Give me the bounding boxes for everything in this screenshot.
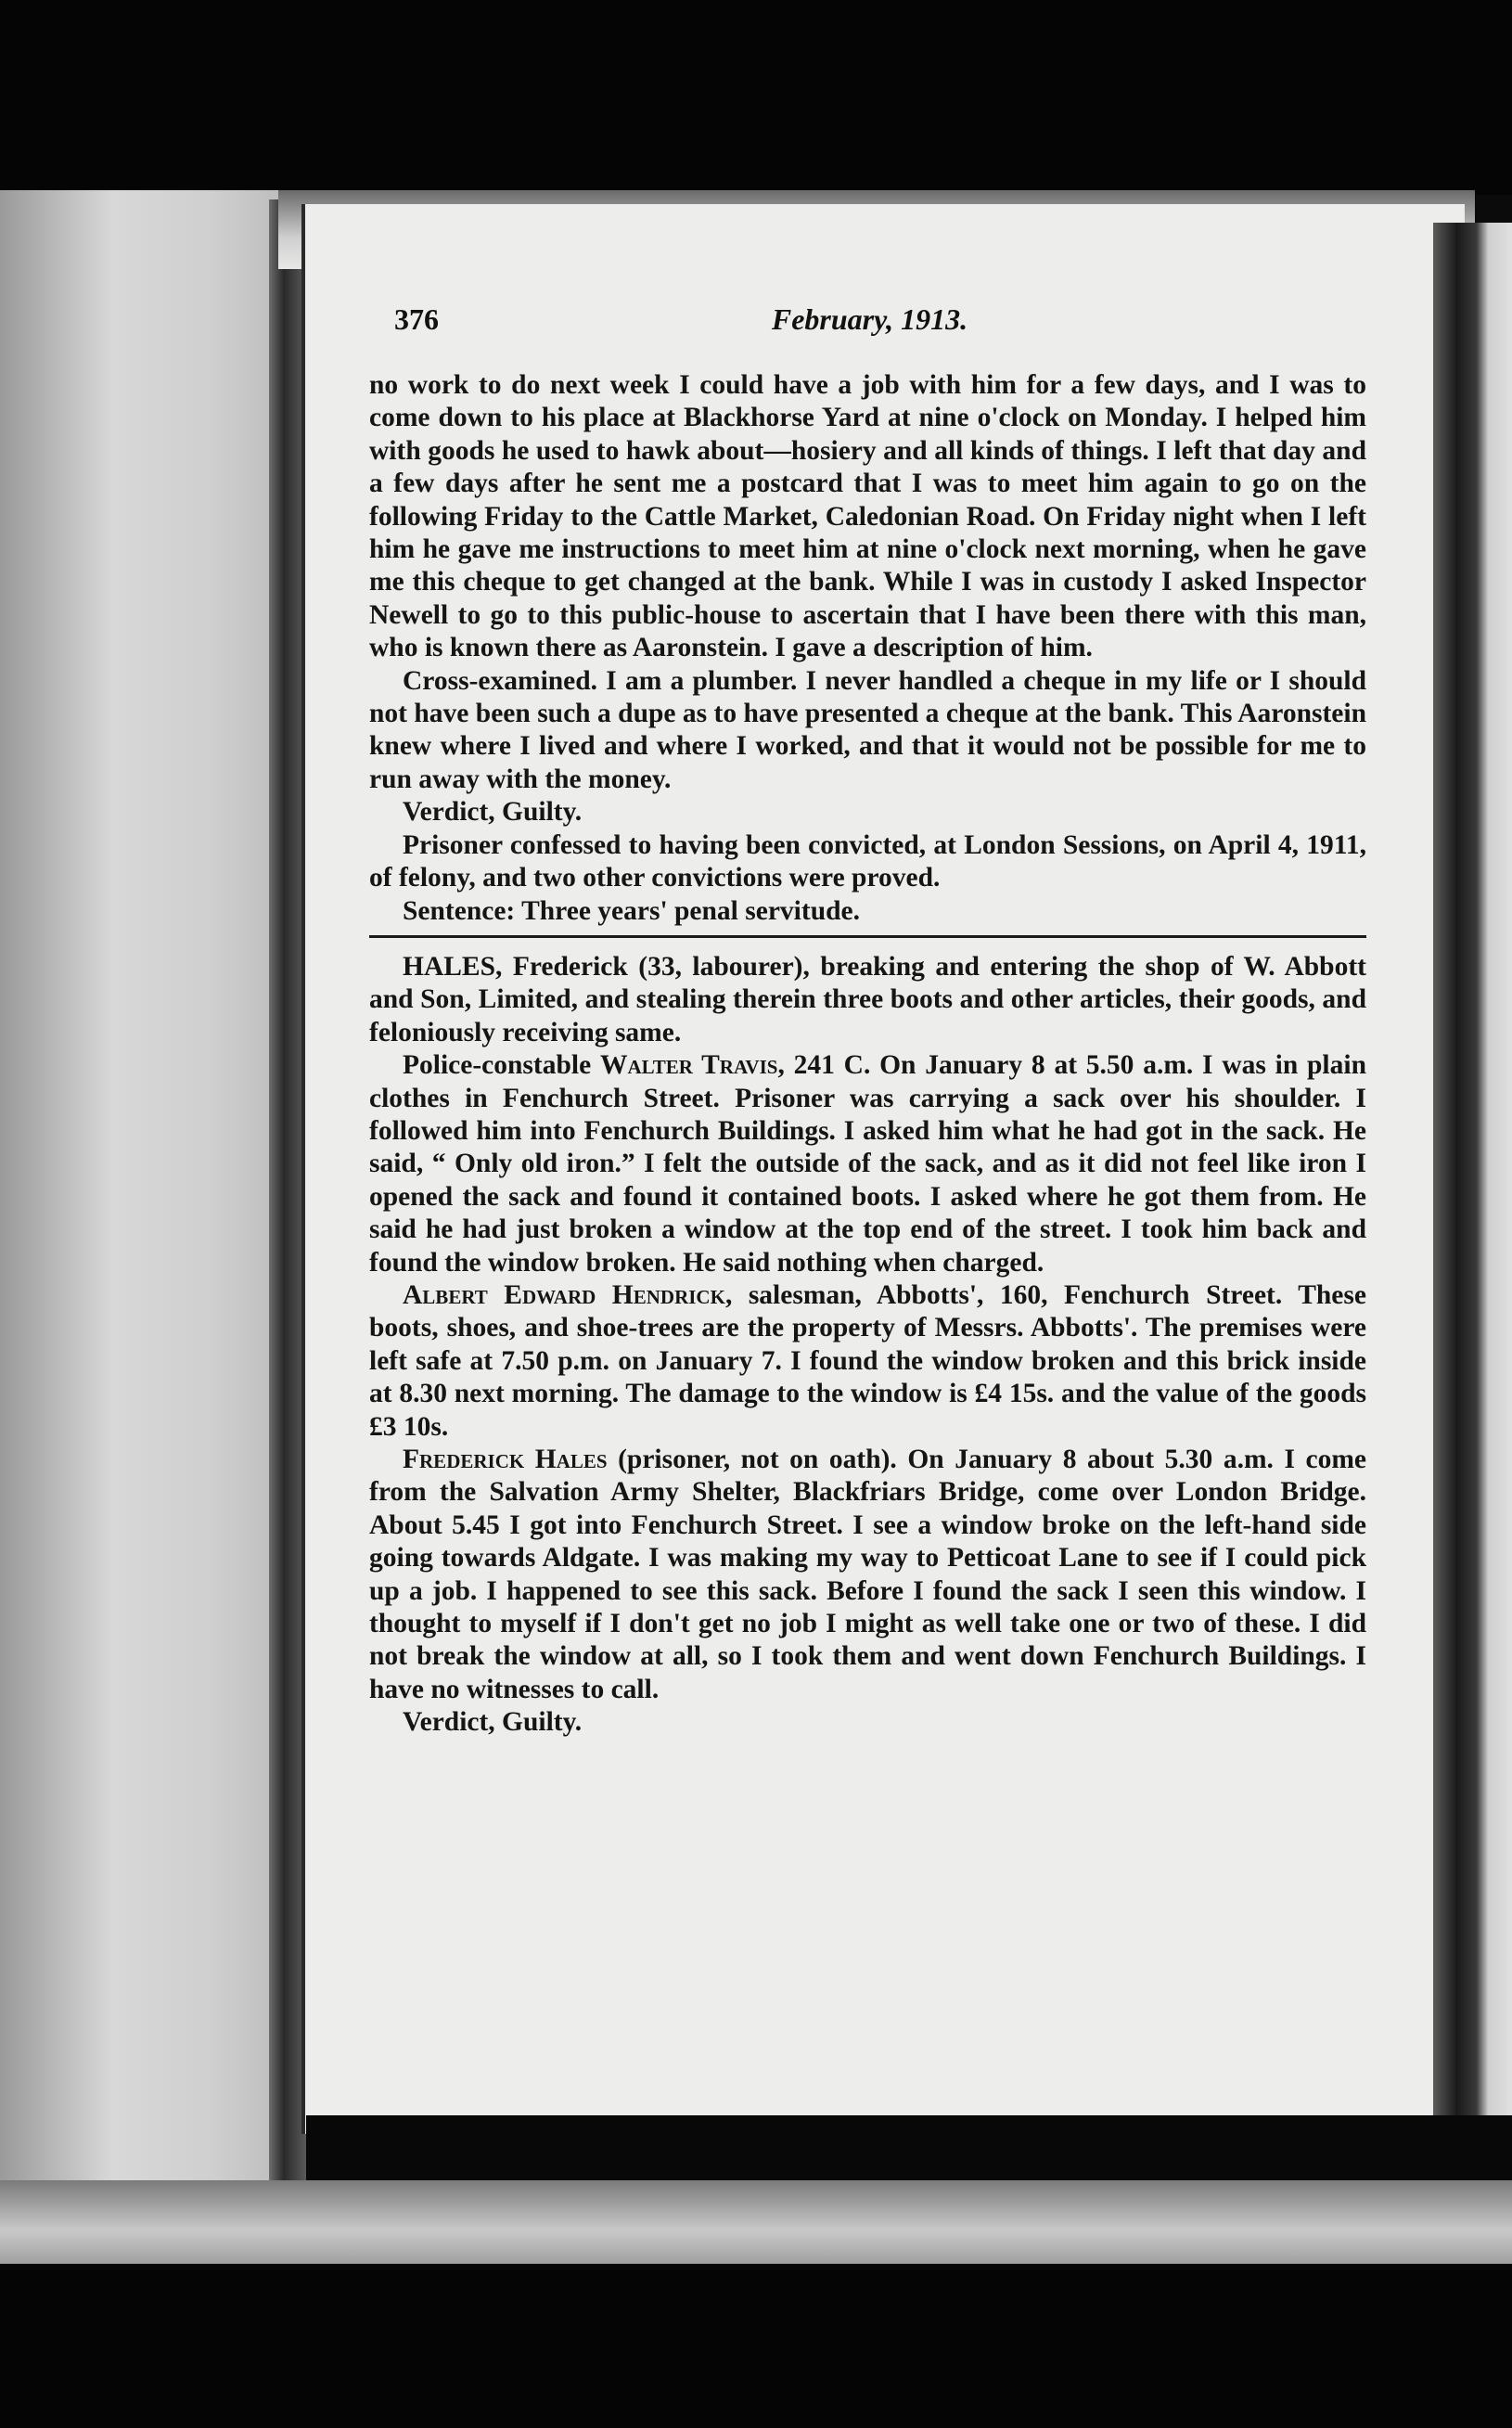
header-date: February, 1913. — [771, 302, 968, 336]
verdict-case-1: Verdict, Guilty. — [403, 797, 583, 828]
testimony-continuation: no work to do next week I could have a job with him for a few days, and I was to come down to his place at Blackhorse Yard at nine o'clock on Monday. I helped him with goods he used to hawk about—hosiery and all kinds of things. I left that day and a few days after he sent me a postcard that I was to meet him again to go on the following Friday to the Cattle Market, Caledonian Road. On Friday night when I left him he gave me instructions to meet him at nine o'clock next morning, when he gave me this cheque to get changed at the bank. While I was in custody I asked Inspector Newell to go to this public-house to ascertain that I have been there with this man, who is known there as Aaronstein. I gave a description of him. — [369, 370, 1366, 663]
case-heading: HALES, Frederick (33, labourer), breaking and entering the shop of W. Abbott and Son, Limited, and stealing therein three boots and other articles, their goods, and feloniously receiving same. — [369, 951, 1366, 1047]
witness-travis-name: Walter Travis — [599, 1050, 778, 1081]
page-right-edge — [1433, 223, 1512, 2199]
witness-hendrick-name: Albert Edward Hendrick — [403, 1279, 725, 1310]
running-header — [376, 295, 1364, 341]
case-divider — [369, 935, 1366, 938]
page-body — [369, 369, 1366, 1740]
witness-travis — [369, 1049, 1366, 1279]
prisoner-name: Frederick Hales — [403, 1445, 608, 1474]
page-bottom-shadow — [306, 2115, 1512, 2180]
prisoner-text: (prisoner, not on oath). On January 8 about 5.30 a.m. I come from the Salvation Army Shelter, Blackfriars Bridge, come over London Bridge. About 5.45 I got into Fenchurch Street. I see a window broke on the left-hand side going towards Aldgate. I was making my way to Petticoat Lane to see if I could pick up a job. I happened to see this sack. Before I found the sack I seen this window. I thought to myself if I don't get no job I might as well take one or two of these. I did not break the window at all, so I took them and went down Fenchurch Buildings. I have no witnesses to call. — [369, 1445, 1366, 1704]
page-bottom-edge — [0, 2180, 1512, 2264]
witness-travis-prefix: Police-constable — [403, 1050, 600, 1081]
film-border-top — [0, 0, 1512, 195]
facing-page-edge — [0, 190, 283, 2282]
verdict-case-2: Verdict, Guilty. — [403, 1707, 583, 1738]
prisoner-statement — [369, 1444, 1366, 1706]
witness-hendrick-text: , salesman, Abbotts', 160, Fenchurch Street. These boots, shoes, and shoe-trees are the property of Messrs. Abbotts'. The premises were left safe at 7.50 p.m. on January 7. I found the window broken and this brick inside at 8.30 next morning. The damage to the window is £4 15s. and the value of the goods £3 10s. — [369, 1279, 1366, 1442]
cross-examination: Cross-examined. I am a plumber. I never handled a cheque in my life or I should not have been such a dupe as to have presented a cheque at the bank. This Aaronstein knew where I lived and where I worked, and that it would not be possible for me to run away with the money. — [369, 665, 1366, 794]
witness-travis-text: , 241 C. On January 8 at 5.50 a.m. I was in plain clothes in Fenchurch Street. Prisoner was carrying a sack over his shoulder. I followed him into Fenchurch Buildings. I asked him what he had got in the sack. He said, “ Only old iron.” I felt the outside of the sack, and as it did not feel like iron I opened the sack and found it contained boots. I asked where he got them from. He said he had just broken a window at the top end of the street. I took him back and found the window broken. He said nothing when charged. — [369, 1050, 1366, 1278]
book-gutter — [269, 199, 306, 2278]
prior-convictions: Prisoner confessed to having been convicted, at London Sessions, on April 4, 1911, of felony, and two other convictions were proved. — [369, 829, 1366, 893]
witness-hendrick — [369, 1279, 1366, 1444]
page-number: 376 — [394, 302, 439, 336]
sentence: Sentence: Three years' penal servitude. — [403, 895, 860, 926]
film-border-bottom — [0, 2264, 1512, 2428]
